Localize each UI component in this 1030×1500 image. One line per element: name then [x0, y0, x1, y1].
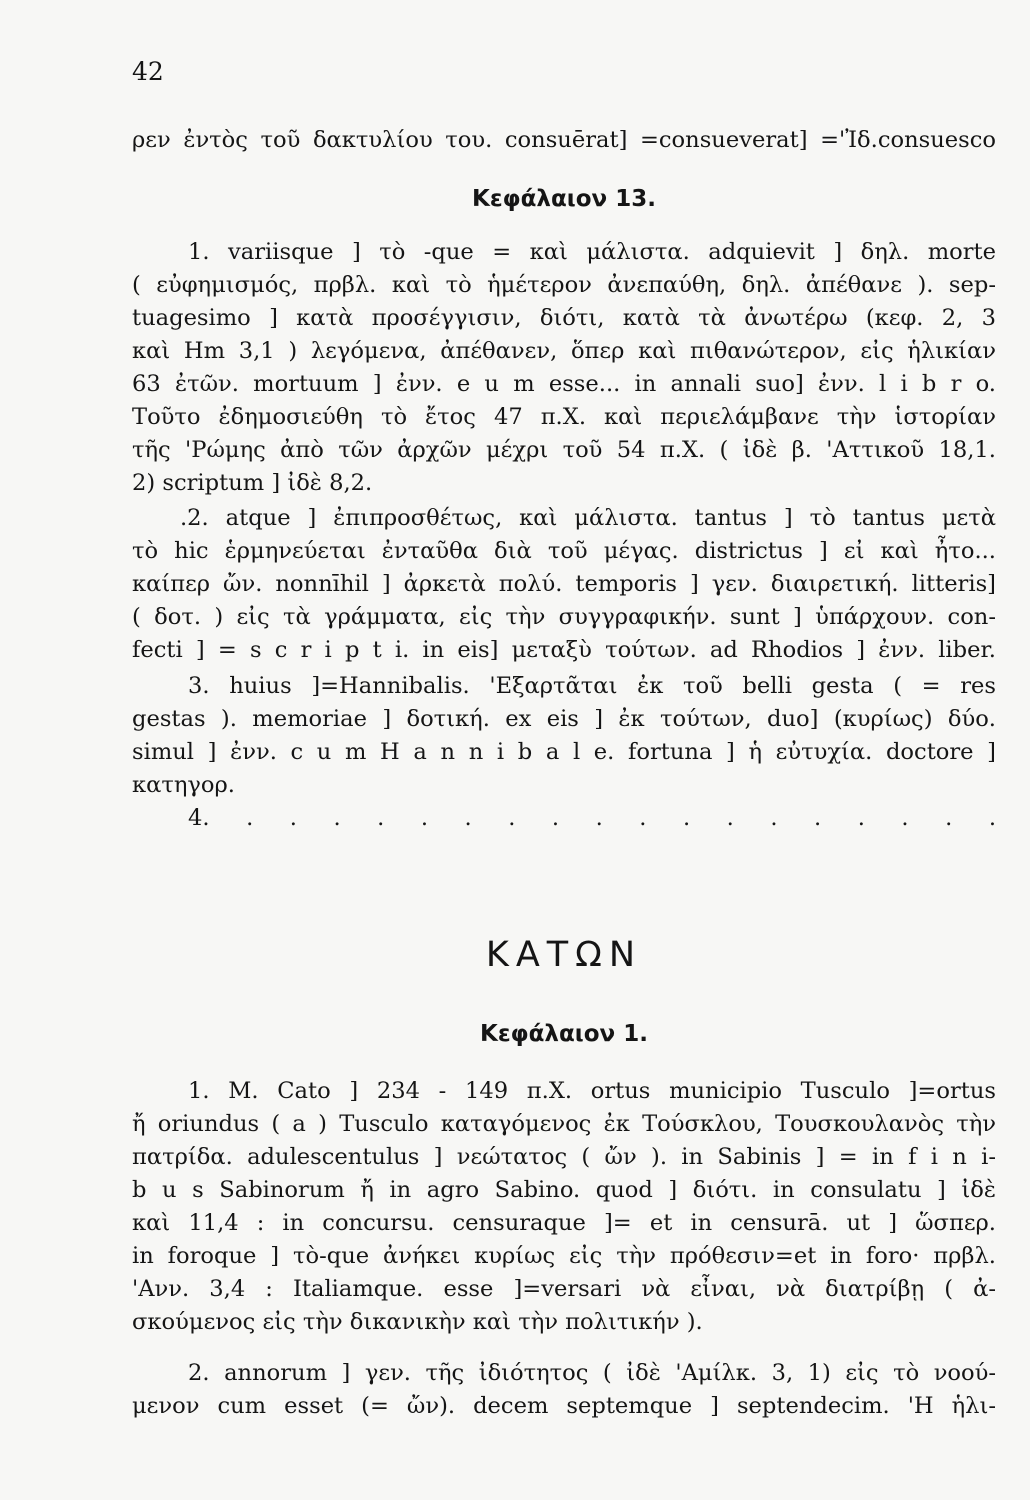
text-line: fecti ] = s c r i p t i. in eis] μεταξὺ τούτων. ad Rhodios ] ἐνν. liber. [132, 637, 996, 663]
chapter-1-heading: Κεφάλαιον 1. [480, 1021, 648, 1047]
text-line: ( εὐφημισμός, πρβλ. καὶ τὸ ἡμέτερον ἀνεπαύθη, δηλ. ἀπέθανε ). sep- [132, 272, 996, 298]
text-line: κατηγορ. [132, 772, 235, 798]
text-line: in foroque ] τὸ-que ἀνήκει κυρίως εἰς τὴν πρόθεσιν=et in foro· πρβλ. [132, 1243, 996, 1269]
text-line: καίπερ ὤν. nonnīhil ] ἀρκετὰ πολύ. temporis ] γεν. διαιρετική. litteris] [132, 571, 996, 597]
text-line: Τοῦτο ἐδημοσιεύθη τὸ ἔτος 47 π.Χ. καὶ περιελάμβανε τὴν ἱστορίαν [132, 404, 996, 430]
text-line: σκούμενος εἰς τὴν δικανικὴν καὶ τὴν πολιτικήν ). [132, 1309, 703, 1335]
text-line: τῆς 'Ρώμης ἀπὸ τῶν ἀρχῶν μέχρι τοῦ 54 π.Χ. ( ἰδὲ β. 'Αττικοῦ 18,1. [132, 437, 996, 463]
text-line: καὶ Hm 3,1 ) λεγόμενα, ἀπέθανεν, ὅπερ καὶ πιθανώτερον, εἰς ἡλικίαν [132, 338, 996, 364]
text-line: 2. annorum ] γεν. τῆς ἰδιότητος ( ἰδὲ 'Αμίλκ. 3, 1) εἰς τὸ νοού- [188, 1360, 996, 1386]
text-line: πατρίδα. adulescentulus ] νεώτατος ( ὤν ). in Sabinis ] = in f i n i- [132, 1144, 996, 1170]
text-line: ( δοτ. ) εἰς τὰ γράμματα, εἰς τὴν συγγραφικήν. sunt ] ὑπάρχουν. con- [132, 604, 996, 630]
text-line: 2) scriptum ] ἰδὲ 8,2. [132, 470, 373, 496]
text-line: 1. M. Cato ] 234 - 149 π.Χ. ortus municipio Tusculo ]=ortus [188, 1078, 996, 1104]
text-line: gestas ). memoriae ] δοτική. ex eis ] ἐκ τούτων, duo] (κυρίως) δύο. [132, 706, 996, 732]
text-line: ἤ oriundus ( a ) Tusculo καταγόμενος ἐκ Τούσκλου, Τουσκουλανὸς τὴν [132, 1111, 996, 1137]
text-line: 'Ανν. 3,4 : Italiamque. esse ]=versari νὰ εἶναι, νὰ διατρίβῃ ( ἀ- [132, 1276, 996, 1302]
text-line: b u s Sabinorum ἤ in agro Sabino. quod ] διότι. in consulatu ] ἰδὲ [132, 1177, 996, 1203]
text-line: 1. variisque ] τὸ -que = καὶ μάλιστα. adquievit ] δηλ. morte [188, 239, 996, 265]
section-title: ΚΑΤΩΝ [485, 935, 643, 975]
text-line: .2. atque ] ἐπιπροσθέτως, καὶ μάλιστα. tantus ] τὸ tantus μετὰ [180, 505, 996, 531]
text-line: 4. . . . . . . . . . . . . . . . . . . [188, 805, 996, 831]
text-line: ρεν ἐντὸς τοῦ δακτυλίου του. consuērat] =consueverat] ='Ἰδ.consuesco [132, 127, 996, 153]
text-line: 3. huius ]=Hannibalis. 'Εξαρτᾶται ἐκ τοῦ belli gesta ( = res [188, 673, 996, 699]
page-number: 42 [132, 57, 164, 86]
text-line: μενον cum esset (= ὤν). decem septemque ] septendecim. 'Η ἡλι- [132, 1393, 996, 1419]
text-line: τὸ hic ἑρμηνεύεται ἐνταῦθα διὰ τοῦ μέγας. districtus ] εἰ καὶ ἦτο... [132, 538, 996, 564]
chapter-13-heading: Κεφάλαιον 13. [472, 186, 656, 212]
text-line: tuagesimo ] κατὰ προσέγγισιν, διότι, κατὰ τὰ ἀνωτέρω (κεφ. 2, 3 [132, 305, 996, 331]
text-line: 63 ἐτῶν. mortuum ] ἐνν. e u m esse... in annali suo] ἐνν. l i b r o. [132, 371, 996, 397]
text-line: καὶ 11,4 : in concursu. censuraque ]= et in censurā. ut ] ὥσπερ. [132, 1210, 996, 1236]
text-line: simul ] ἐνν. c u m H a n n i b a l e. fortuna ] ἡ εὐτυχία. doctore ] [132, 739, 996, 765]
